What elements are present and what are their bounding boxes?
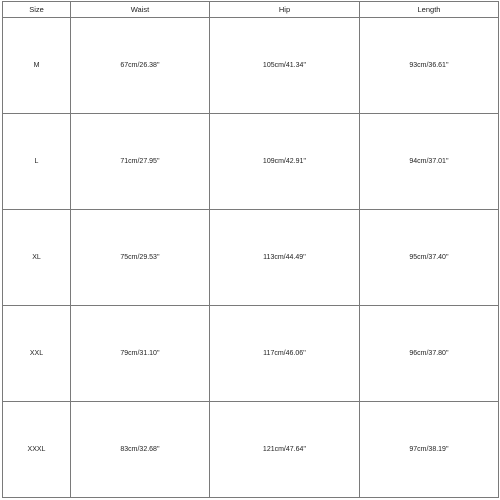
cell-length: 93cm/36.61'' <box>360 18 499 114</box>
table-row <box>3 210 499 306</box>
cell-hip: 121cm/47.64'' <box>210 402 360 498</box>
table-row <box>3 306 499 402</box>
cell-waist: 83cm/32.68'' <box>71 402 210 498</box>
header-size: Size <box>3 2 71 18</box>
size-chart-table <box>2 1 499 498</box>
cell-waist: 71cm/27.95'' <box>71 114 210 210</box>
cell-size: XXL <box>3 306 71 402</box>
table-row <box>3 402 499 498</box>
header-waist: Waist <box>71 2 210 18</box>
header-length: Length <box>360 2 499 18</box>
header-hip: Hip <box>210 2 360 18</box>
cell-size: M <box>3 18 71 114</box>
cell-length: 95cm/37.40'' <box>360 210 499 306</box>
cell-waist: 79cm/31.10'' <box>71 306 210 402</box>
cell-hip: 113cm/44.49'' <box>210 210 360 306</box>
cell-hip: 117cm/46.06'' <box>210 306 360 402</box>
cell-hip: 105cm/41.34'' <box>210 18 360 114</box>
table-header <box>3 2 499 18</box>
cell-size: L <box>3 114 71 210</box>
cell-length: 94cm/37.01'' <box>360 114 499 210</box>
table-body <box>3 18 499 498</box>
cell-waist: 75cm/29.53'' <box>71 210 210 306</box>
cell-hip: 109cm/42.91'' <box>210 114 360 210</box>
header-row <box>3 2 499 18</box>
table-row <box>3 114 499 210</box>
cell-waist: 67cm/26.38'' <box>71 18 210 114</box>
cell-length: 96cm/37.80'' <box>360 306 499 402</box>
cell-size: XXXL <box>3 402 71 498</box>
cell-length: 97cm/38.19'' <box>360 402 499 498</box>
table-row <box>3 18 499 114</box>
cell-size: XL <box>3 210 71 306</box>
